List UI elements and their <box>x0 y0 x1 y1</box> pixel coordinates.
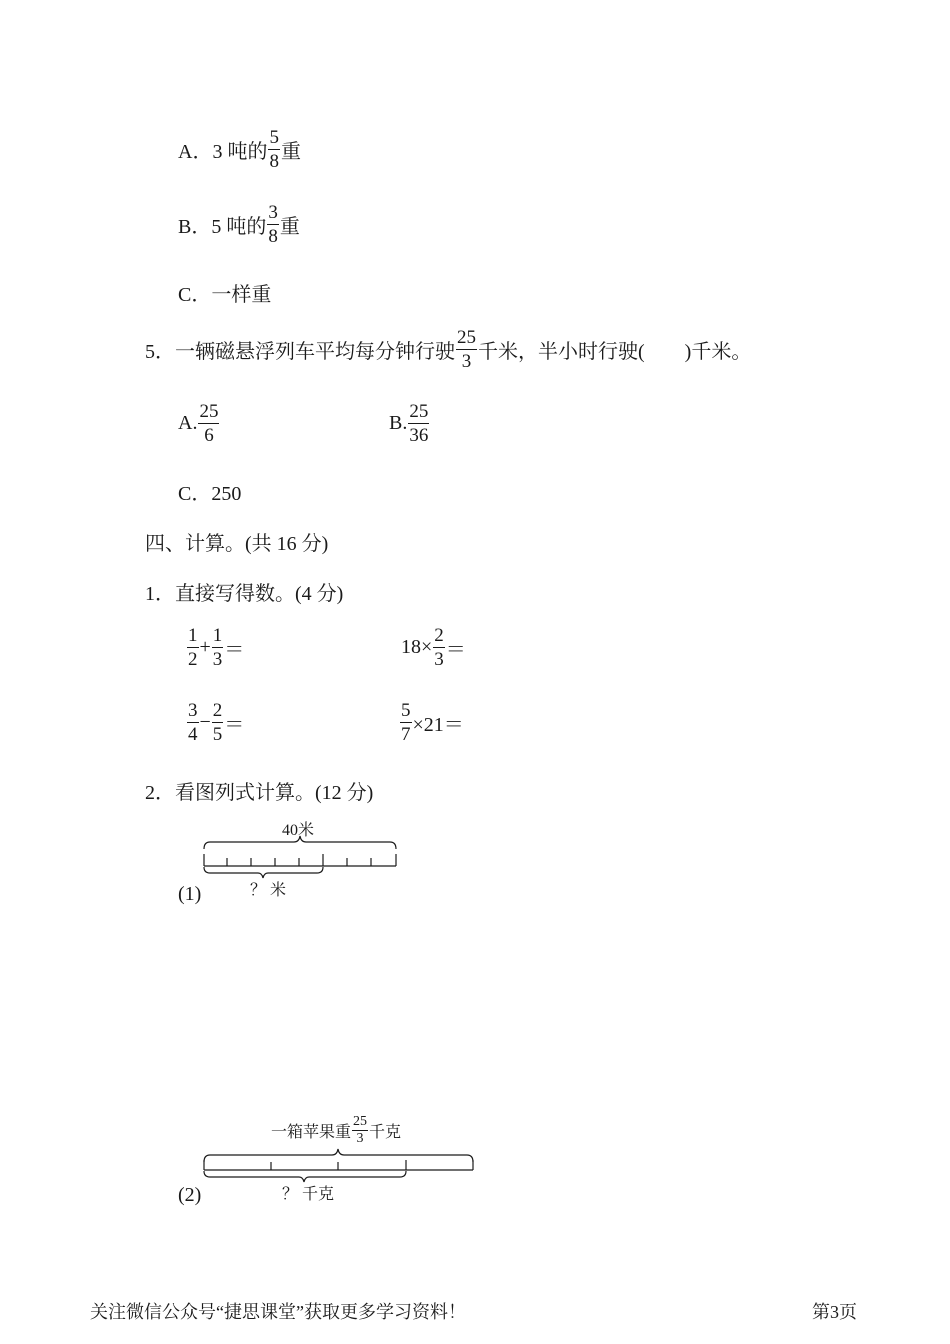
fraction: $\frac{25}{3}$ <box>457 327 476 372</box>
option-label: B．5 吨的 <box>178 216 267 238</box>
option-label: B. <box>389 412 408 434</box>
section-heading: 四、计算。(共 16 分) <box>145 533 329 555</box>
equals-sign: ＝ <box>224 639 245 661</box>
operator: − <box>199 711 211 733</box>
option-label: A. <box>178 412 198 434</box>
option-label: A．3 吨的 <box>178 141 268 163</box>
diagram-1-label: (1) <box>178 883 202 905</box>
option-5c: C．250 <box>178 483 242 505</box>
fraction: $\frac{3}{4}$ <box>188 700 198 745</box>
question-5-suffix: 千米，半小时行驶( )千米。 <box>478 341 752 363</box>
fraction: $\frac{2}{3}$ <box>434 625 444 670</box>
fraction: $\frac{2}{5}$ <box>212 700 223 745</box>
option-suffix: 重 <box>280 141 301 163</box>
diagram-1-total-label: 40米 <box>282 822 315 839</box>
subquestion-1-title: 1．直接写得数。(4 分) <box>145 583 344 605</box>
expression-tail: ×21＝ <box>412 714 464 736</box>
equals-sign: ＝ <box>445 639 466 661</box>
diagram-2-label: (2) <box>178 1184 202 1206</box>
option-4c: C．一样重 <box>178 284 272 306</box>
fraction: $\frac{1}{3}$ <box>212 625 223 670</box>
option-suffix: 重 <box>279 216 300 238</box>
page-number: 第3页 <box>812 1302 857 1322</box>
expression-lead: 18× <box>401 636 433 658</box>
equals-sign: ＝ <box>224 714 245 736</box>
fraction: $\frac{25}{36}$ <box>409 401 429 446</box>
diagram-2-unknown-label: ？ 千克 <box>282 1186 335 1203</box>
fraction: $\frac{5}{8}$ <box>269 127 279 172</box>
footer-promo: 关注微信公众号“捷思课堂”获取更多学习资料！ <box>90 1302 466 1322</box>
operator: + <box>199 636 211 658</box>
total-suffix: 千克 <box>369 1124 402 1141</box>
fraction: $\frac{25}{3}$ <box>353 1114 368 1146</box>
fraction: $\frac{25}{6}$ <box>199 401 219 446</box>
brace-top <box>204 1149 473 1162</box>
fraction: $\frac{3}{8}$ <box>268 202 278 247</box>
subquestion-2-title: 2．看图列式计算。(12 分) <box>145 782 374 804</box>
total-prefix: 一箱苹果重 <box>271 1124 352 1141</box>
fraction: $\frac{5}{7}$ <box>401 700 411 745</box>
fraction: $\frac{1}{2}$ <box>188 625 198 670</box>
question-5-prefix: 5．一辆磁悬浮列车平均每分钟行驶 <box>145 341 455 363</box>
diagram-1-unknown-label: ？ 米 <box>250 882 287 899</box>
